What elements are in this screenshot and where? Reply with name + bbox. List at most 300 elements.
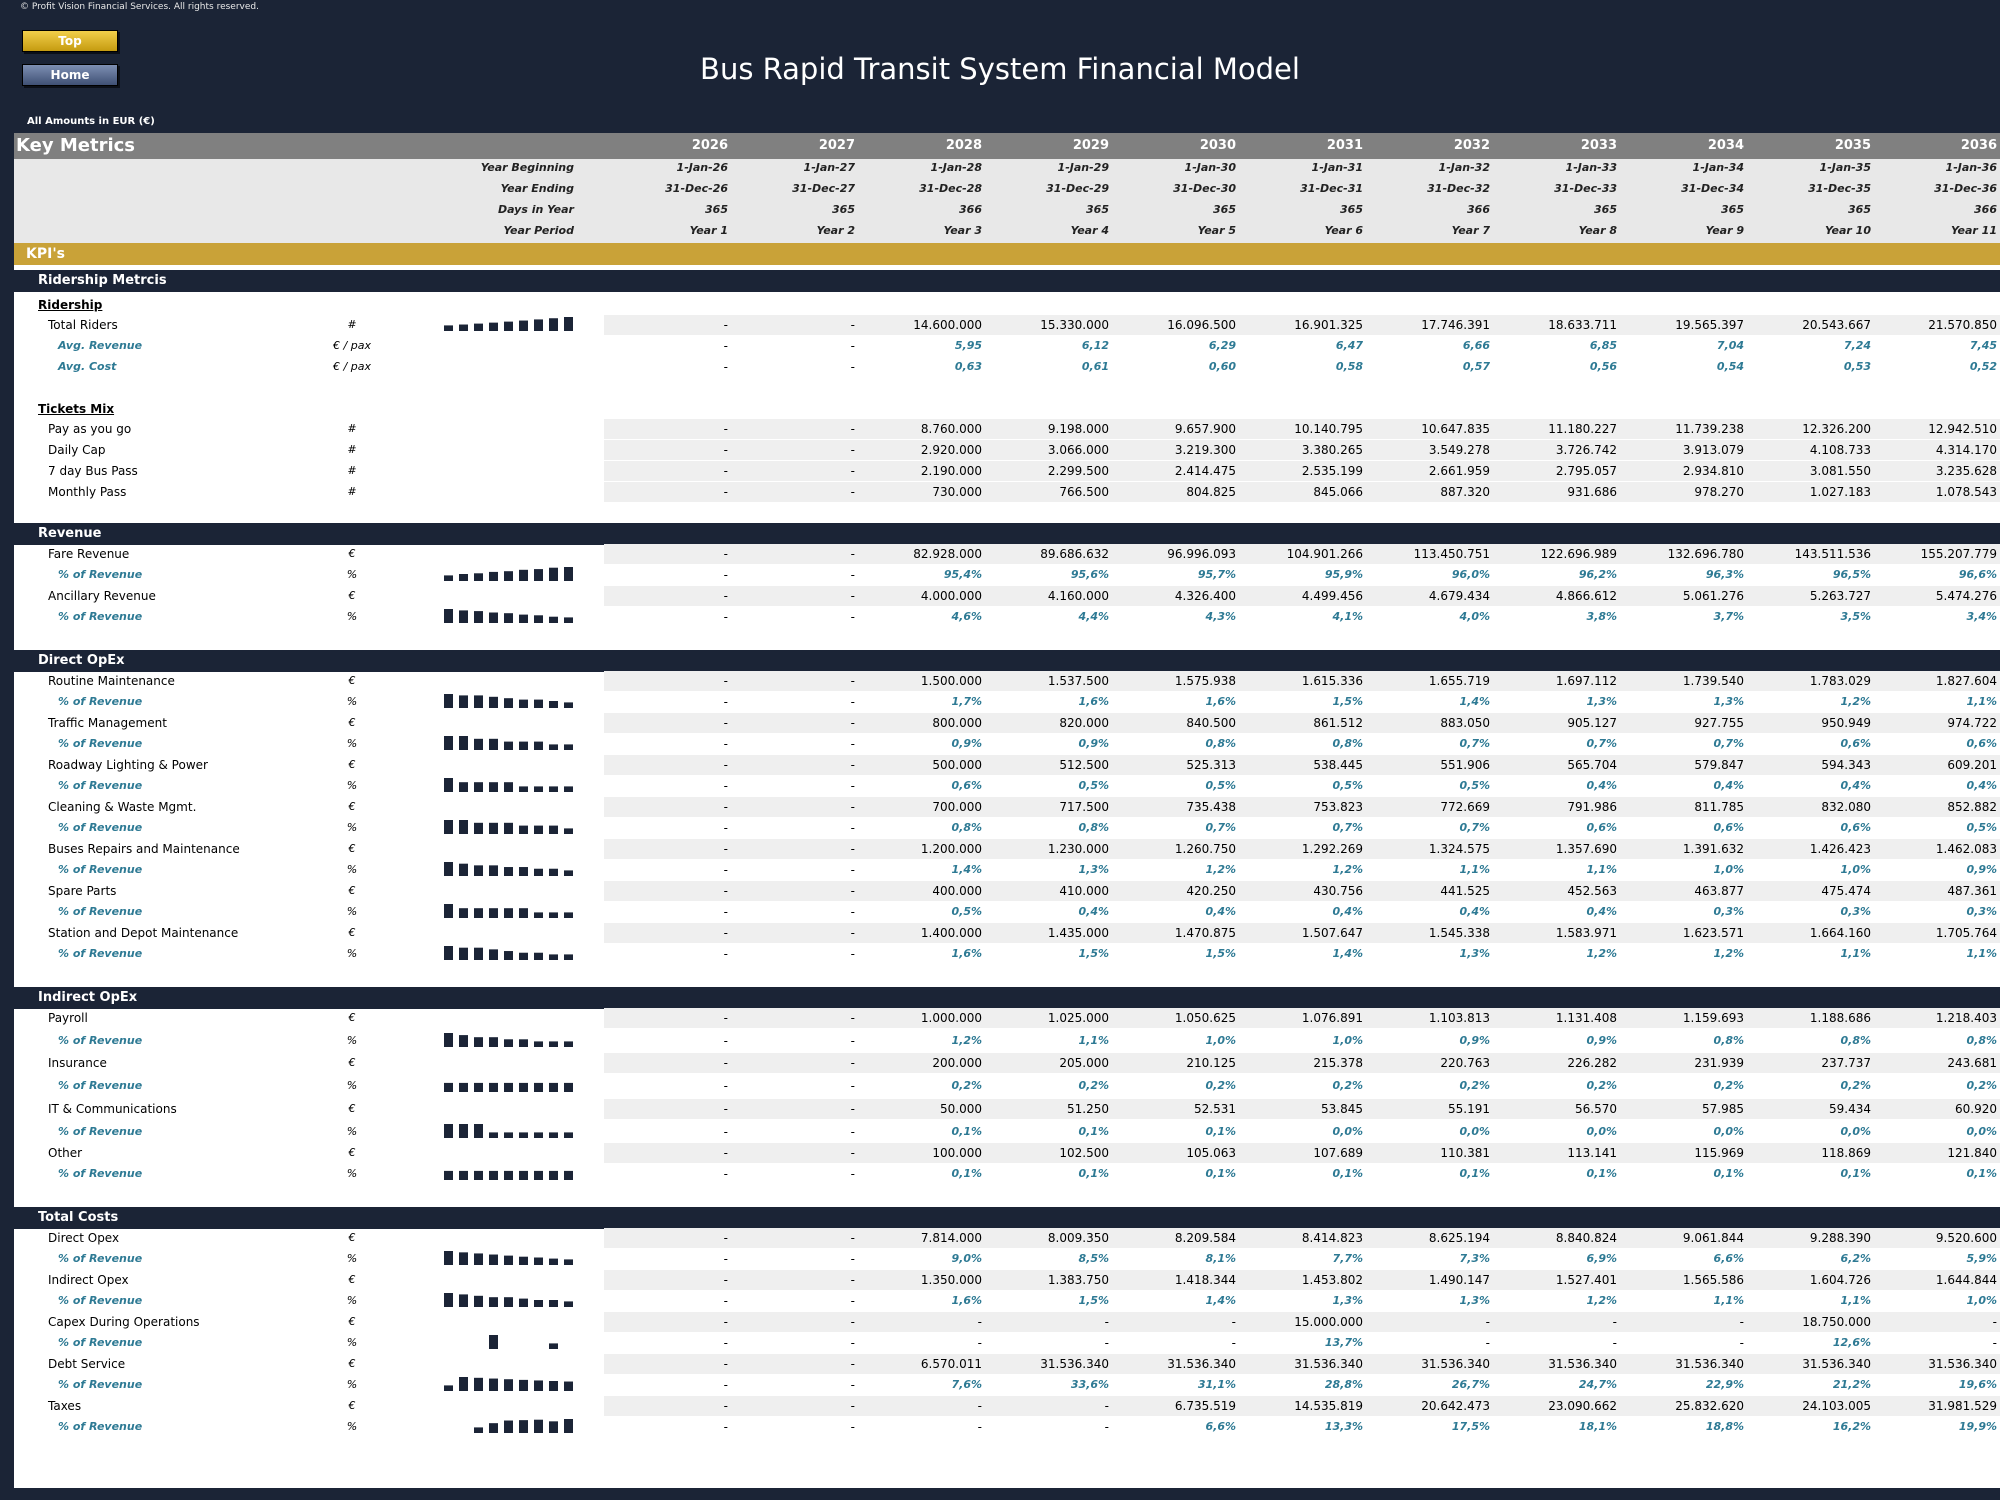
value-cell: 1,3% <box>1586 695 1617 708</box>
value-cell: 31.536.340 <box>1421 1357 1490 1371</box>
value-cell: 4.314.170 <box>1935 443 1997 457</box>
sparkline-bar <box>519 1039 528 1047</box>
sparkline-bar <box>519 1420 528 1433</box>
row-label: % of Revenue <box>58 568 143 581</box>
value-cell: 1,0% <box>1840 863 1871 876</box>
value-cell: 4.866.612 <box>1555 589 1617 603</box>
value-cell: 13,3% <box>1324 1420 1363 1433</box>
sparkline-bar <box>549 826 558 834</box>
value-cell: 1.655.719 <box>1428 674 1490 688</box>
sparkline-bar <box>519 321 528 331</box>
value-cell: - <box>723 422 728 436</box>
sparkline-bar <box>504 613 513 623</box>
value-cell: 15.330.000 <box>1040 318 1109 332</box>
value-cell: 1,0% <box>1966 1294 1997 1307</box>
value-cell: 1,0% <box>1332 1034 1363 1047</box>
value-cell: 0,9% <box>1586 1034 1617 1047</box>
value-cell: 0,2% <box>1586 1079 1617 1092</box>
value-cell: 1.260.750 <box>1174 842 1236 856</box>
date-cell: 31-Dec-32 <box>1427 182 1490 195</box>
row-label: % of Revenue <box>58 947 143 960</box>
value-cell: - <box>850 863 855 877</box>
value-cell: 772.669 <box>1440 800 1490 814</box>
value-cell: 0,63 <box>954 360 982 373</box>
sparkline-bar <box>534 1132 543 1138</box>
value-cell: - <box>850 947 855 961</box>
date-cell: 1-Jan-28 <box>930 161 982 174</box>
sparkline-bar <box>549 1421 558 1433</box>
value-cell: - <box>723 339 728 353</box>
value-cell: 31.981.529 <box>1928 1399 1997 1413</box>
value-cell: 1.426.423 <box>1809 842 1871 856</box>
top-button[interactable]: Top <box>22 30 118 52</box>
value-cell: - <box>850 610 855 624</box>
value-cell: 1,1% <box>1713 1294 1744 1307</box>
value-cell: 500.000 <box>932 758 982 772</box>
value-cell: - <box>1612 1336 1617 1350</box>
sparkline-chart <box>410 1122 580 1140</box>
value-cell: 0,6% <box>1966 737 1997 750</box>
value-cell: - <box>850 1011 855 1025</box>
value-cell: 51.250 <box>1067 1102 1109 1116</box>
value-cell: 231.939 <box>1694 1056 1744 1070</box>
sparkline-bar <box>489 1083 498 1092</box>
value-cell: 1.200.000 <box>920 842 982 856</box>
value-cell: 3.913.079 <box>1682 443 1744 457</box>
year-2036: 2036 <box>1960 138 1997 153</box>
value-cell: 82.928.000 <box>913 547 982 561</box>
row-unit: € <box>348 926 356 939</box>
row-unit: % <box>346 1294 358 1307</box>
row-label: Avg. Cost <box>58 360 117 373</box>
value-cell: 887.320 <box>1440 485 1490 499</box>
value-cell: 0,8% <box>1966 1034 1997 1047</box>
value-cell: 430.756 <box>1313 884 1363 898</box>
sparkline-bar <box>534 700 543 708</box>
value-cell: 0,1% <box>951 1167 982 1180</box>
value-cell: 1.076.891 <box>1301 1011 1363 1025</box>
value-cell: - <box>723 842 728 856</box>
value-cell: 1,4% <box>1205 1294 1236 1307</box>
page-title: Bus Rapid Transit System Financial Model <box>700 52 1300 86</box>
year-2026: 2026 <box>691 138 728 153</box>
sparkline-bar <box>534 742 543 750</box>
key-metrics-header <box>14 133 2000 159</box>
value-cell: 13,7% <box>1324 1336 1363 1349</box>
value-cell: 441.525 <box>1440 884 1490 898</box>
value-cell: 0,1% <box>951 1125 982 1138</box>
row-unit: % <box>346 947 358 960</box>
value-cell: 102.500 <box>1059 1146 1109 1160</box>
date-cell: 365 <box>705 203 728 216</box>
sparkline-chart <box>410 944 580 962</box>
value-cell: 0,4% <box>1966 779 1997 792</box>
table-row <box>14 544 2000 564</box>
sparkline-bar <box>489 782 498 792</box>
sparkline-bar <box>504 1171 513 1180</box>
value-cell: - <box>850 779 855 793</box>
value-cell: 1.078.543 <box>1935 485 1997 499</box>
sparkline-bar <box>519 1257 528 1265</box>
sparkline-bar <box>564 1041 573 1047</box>
date-cell: 366 <box>1974 203 1997 216</box>
pct-row <box>14 776 2000 796</box>
sparkline-bar <box>474 1083 483 1092</box>
value-cell: 0,8% <box>1078 821 1109 834</box>
sparkline-bar <box>534 786 543 792</box>
sparkline-bar <box>444 575 453 581</box>
row-unit: € <box>348 716 356 729</box>
value-cell: - <box>977 1399 982 1413</box>
value-cell: 0,1% <box>1713 1167 1744 1180</box>
value-cell: - <box>723 758 728 772</box>
value-cell: - <box>850 1146 855 1160</box>
row-unit: € <box>348 1011 356 1024</box>
value-cell: 1.462.083 <box>1935 842 1997 856</box>
value-cell: - <box>850 464 855 478</box>
value-cell: - <box>723 674 728 688</box>
pct-row <box>14 692 2000 712</box>
row-label: % of Revenue <box>58 1336 143 1349</box>
value-cell: 220.763 <box>1440 1056 1490 1070</box>
row-label: Other <box>48 1146 83 1160</box>
sparkline-bar <box>444 862 453 876</box>
value-cell: 1,3% <box>1713 695 1744 708</box>
sparkline-bar <box>564 1171 573 1180</box>
value-cell: 735.438 <box>1186 800 1236 814</box>
value-cell: 96,6% <box>1958 568 1997 581</box>
sparkline-bar <box>504 1132 513 1138</box>
value-cell: 1.292.269 <box>1301 842 1363 856</box>
value-cell: - <box>723 1034 728 1048</box>
value-cell: 1.827.604 <box>1935 674 1997 688</box>
sparkline-bar <box>459 864 468 876</box>
subheading: Ridership <box>38 298 103 312</box>
value-cell: 122.696.989 <box>1540 547 1617 561</box>
row-label: 7 day Bus Pass <box>48 464 138 478</box>
sparkline-bar <box>549 786 558 792</box>
row-label: Taxes <box>48 1399 82 1413</box>
value-cell: - <box>1104 1399 1109 1413</box>
sparkline-bar <box>549 318 558 331</box>
sparkline-bar <box>444 1251 453 1265</box>
value-cell: 730.000 <box>932 485 982 499</box>
sparkline-bar <box>519 953 528 960</box>
pct-row <box>14 1417 2000 1437</box>
row-unit: % <box>346 737 358 750</box>
pct-row <box>14 818 2000 838</box>
value-cell: - <box>850 443 855 457</box>
value-cell: 1,4% <box>951 863 982 876</box>
sparkline-bar <box>534 1300 543 1307</box>
section-header: Indirect OpEx <box>14 987 2000 1009</box>
row-label: Capex During Operations <box>48 1315 200 1329</box>
value-cell: - <box>850 318 855 332</box>
value-cell: 3,5% <box>1840 610 1871 623</box>
value-cell: 1,2% <box>1840 695 1871 708</box>
sparkline-bar <box>474 823 483 834</box>
row-label: Ancillary Revenue <box>48 589 156 603</box>
row-label: % of Revenue <box>58 779 143 792</box>
row-unit: % <box>346 1034 358 1047</box>
sparkline-bar <box>489 865 498 876</box>
value-cell: 1.025.000 <box>1047 1011 1109 1025</box>
date-row-label: Year Period <box>503 224 574 237</box>
row-unit: € <box>348 1146 356 1159</box>
sparkline-bar <box>459 1294 468 1307</box>
value-cell: 452.563 <box>1567 884 1617 898</box>
value-cell: 89.686.632 <box>1040 547 1109 561</box>
value-cell: - <box>723 547 728 561</box>
value-cell: 0,6% <box>1840 737 1871 750</box>
value-cell: 1,5% <box>1205 947 1236 960</box>
sparkline-chart <box>410 860 580 878</box>
date-cell: Year 7 <box>1451 224 1490 237</box>
value-cell: 717.500 <box>1059 800 1109 814</box>
row-unit: € <box>348 800 356 813</box>
value-cell: 0,2% <box>1205 1079 1236 1092</box>
value-cell: - <box>850 1252 855 1266</box>
row-label: % of Revenue <box>58 905 143 918</box>
value-cell: 18,1% <box>1578 1420 1617 1433</box>
sparkline-bar <box>504 698 513 708</box>
value-cell: - <box>850 884 855 898</box>
pct-row <box>14 944 2000 964</box>
sparkline-bar <box>489 613 498 624</box>
row-label: % of Revenue <box>58 695 143 708</box>
value-cell: 55.191 <box>1448 1102 1490 1116</box>
table-row <box>14 713 2000 733</box>
row-unit: € <box>348 589 356 602</box>
date-cell: Year 2 <box>816 224 855 237</box>
value-cell: - <box>723 1378 728 1392</box>
value-cell: 1.418.344 <box>1174 1273 1236 1287</box>
value-cell: 1.470.875 <box>1174 926 1236 940</box>
sparkline-bar <box>474 1427 483 1433</box>
value-cell: 9.288.390 <box>1809 1231 1871 1245</box>
value-cell: 8.414.823 <box>1301 1231 1363 1245</box>
value-cell: 4,4% <box>1078 610 1109 623</box>
value-cell: 0,4% <box>1840 779 1871 792</box>
sparkline-chart <box>410 1375 580 1393</box>
sparkline-bar <box>504 1379 513 1391</box>
value-cell: 6.735.519 <box>1174 1399 1236 1413</box>
value-cell: 0,61 <box>1081 360 1109 373</box>
value-cell: - <box>850 758 855 772</box>
value-cell: 17.746.391 <box>1421 318 1490 332</box>
sparkline-bar <box>504 742 513 750</box>
sparkline-bar <box>519 908 528 918</box>
value-cell: 0,8% <box>1332 737 1363 750</box>
row-unit: € <box>348 1357 356 1370</box>
value-cell: 19,9% <box>1958 1420 1997 1433</box>
value-cell: 95,9% <box>1324 568 1363 581</box>
row-unit: % <box>346 1336 358 1349</box>
value-cell: 8.625.194 <box>1428 1231 1490 1245</box>
value-cell: 12.326.200 <box>1802 422 1871 436</box>
value-cell: 110.381 <box>1440 1146 1490 1160</box>
sparkline-bar <box>519 1171 528 1180</box>
row-unit: % <box>346 695 358 708</box>
value-cell: - <box>723 905 728 919</box>
sparkline-bar <box>444 1385 453 1391</box>
sparkline-bar <box>564 912 573 918</box>
value-cell: - <box>723 610 728 624</box>
value-cell: 3.066.000 <box>1047 443 1109 457</box>
value-cell: 23.090.662 <box>1548 1399 1617 1413</box>
year-2029: 2029 <box>1072 138 1109 153</box>
row-label: Station and Depot Maintenance <box>48 926 239 940</box>
value-cell: 950.949 <box>1821 716 1871 730</box>
year-2028: 2028 <box>945 138 982 153</box>
value-cell: 1.159.693 <box>1682 1011 1744 1025</box>
sparkline-bar <box>549 744 558 750</box>
value-cell: 0,1% <box>1078 1167 1109 1180</box>
row-label: % of Revenue <box>58 821 143 834</box>
value-cell: 12.942.510 <box>1928 422 1997 436</box>
value-cell: 0,3% <box>1713 905 1744 918</box>
value-cell: 0,8% <box>1840 1034 1871 1047</box>
sparkline-bar <box>564 1132 573 1138</box>
date-cell: 1-Jan-35 <box>1819 161 1871 174</box>
value-cell: 1.500.000 <box>920 674 982 688</box>
sparkline-bar <box>549 869 558 876</box>
value-cell: 1,2% <box>1586 947 1617 960</box>
value-cell: 1,5% <box>1078 947 1109 960</box>
sparkline-bar <box>504 908 513 918</box>
date-cell: Year 5 <box>1197 224 1236 237</box>
value-cell: 0,52 <box>1969 360 1997 373</box>
table-row <box>14 671 2000 691</box>
value-cell: 1,1% <box>1078 1034 1109 1047</box>
row-unit: € <box>348 842 356 855</box>
pct-row <box>14 607 2000 627</box>
value-cell: 12,6% <box>1832 1336 1871 1349</box>
value-cell: 4.326.400 <box>1174 589 1236 603</box>
value-cell: - <box>723 863 728 877</box>
sparkline-bar <box>474 865 483 876</box>
row-unit: % <box>346 863 358 876</box>
value-cell: 927.755 <box>1694 716 1744 730</box>
value-cell: 1.527.401 <box>1555 1273 1617 1287</box>
date-cell: 31-Dec-26 <box>665 182 728 195</box>
date-cell: 365 <box>1721 203 1744 216</box>
value-cell: 31.536.340 <box>1928 1357 1997 1371</box>
date-cell: Year 10 <box>1825 224 1871 237</box>
sparkline-bar <box>504 1297 513 1307</box>
value-cell: 4,3% <box>1205 610 1236 623</box>
value-cell: 7,6% <box>951 1378 982 1391</box>
value-cell: 1.644.844 <box>1935 1273 1997 1287</box>
row-unit: € / pax <box>333 360 371 373</box>
value-cell: - <box>850 1034 855 1048</box>
sparkline-bar <box>459 1171 468 1180</box>
value-cell: 1.027.183 <box>1809 485 1871 499</box>
value-cell: 1,6% <box>951 947 982 960</box>
value-cell: 8.760.000 <box>920 422 982 436</box>
value-cell: 0,2% <box>1459 1079 1490 1092</box>
value-cell: 11.739.238 <box>1675 422 1744 436</box>
value-cell: - <box>723 884 728 898</box>
date-cell: 31-Dec-31 <box>1300 182 1363 195</box>
value-cell: - <box>850 842 855 856</box>
value-cell: - <box>723 1294 728 1308</box>
value-cell: 0,4% <box>1586 905 1617 918</box>
date-cell: 1-Jan-26 <box>676 161 728 174</box>
value-cell: 0,7% <box>1586 737 1617 750</box>
value-cell: - <box>723 1273 728 1287</box>
value-cell: 96,2% <box>1578 568 1617 581</box>
home-button[interactable]: Home <box>22 64 118 86</box>
row-unit: € <box>348 1315 356 1328</box>
table-row <box>14 1143 2000 1163</box>
value-cell: 4,6% <box>951 610 982 623</box>
row-unit: € <box>348 547 356 560</box>
sparkline-bar <box>504 782 513 792</box>
value-cell: - <box>850 485 855 499</box>
sparkline-bar <box>459 1083 468 1092</box>
value-cell: 1,1% <box>1459 863 1490 876</box>
value-cell: 113.141 <box>1567 1146 1617 1160</box>
value-cell: 1,6% <box>951 1294 982 1307</box>
date-cell: 1-Jan-27 <box>803 161 855 174</box>
row-label: Insurance <box>48 1056 107 1070</box>
value-cell: 18.750.000 <box>1802 1315 1871 1329</box>
value-cell: 1.507.647 <box>1301 926 1363 940</box>
value-cell: - <box>850 1231 855 1245</box>
value-cell: 1,1% <box>1840 947 1871 960</box>
value-cell: 1.583.971 <box>1555 926 1617 940</box>
date-cell: 1-Jan-36 <box>1945 161 1997 174</box>
value-cell: - <box>723 1146 728 1160</box>
value-cell: 1.545.338 <box>1428 926 1490 940</box>
sparkline-bar <box>459 1252 468 1265</box>
sparkline-bar <box>474 324 483 331</box>
value-cell: 4.160.000 <box>1047 589 1109 603</box>
value-cell: 0,0% <box>1713 1125 1744 1138</box>
sparkline-bar <box>564 870 573 876</box>
value-cell: 1.453.802 <box>1301 1273 1363 1287</box>
sparkline-bar <box>549 568 558 581</box>
date-cell: 365 <box>1086 203 1109 216</box>
value-cell: 551.906 <box>1440 758 1490 772</box>
value-cell: 6,66 <box>1462 339 1490 352</box>
value-cell: 155.207.779 <box>1920 547 1997 561</box>
value-cell: 0,9% <box>1459 1034 1490 1047</box>
sparkline-bar <box>534 319 543 331</box>
sparkline-bar <box>504 1039 513 1047</box>
sparkline-bar <box>459 908 468 918</box>
pct-row <box>14 565 2000 585</box>
value-cell: - <box>1992 1336 1997 1350</box>
value-cell: - <box>723 926 728 940</box>
sparkline-bar <box>564 954 573 960</box>
value-cell: 6,9% <box>1586 1252 1617 1265</box>
value-cell: 820.000 <box>1059 716 1109 730</box>
date-cell: Year 1 <box>689 224 728 237</box>
value-cell: 3.235.628 <box>1935 464 1997 478</box>
value-cell: 7,45 <box>1969 339 1997 352</box>
value-cell: 1.188.686 <box>1809 1011 1871 1025</box>
value-cell: 420.250 <box>1186 884 1236 898</box>
value-cell: 5,9% <box>1966 1252 1997 1265</box>
pct-row <box>14 734 2000 754</box>
table-row <box>14 797 2000 817</box>
sparkline-bar <box>489 1037 498 1047</box>
value-cell: 0,3% <box>1840 905 1871 918</box>
value-cell: 50.000 <box>940 1102 982 1116</box>
value-cell: - <box>850 716 855 730</box>
